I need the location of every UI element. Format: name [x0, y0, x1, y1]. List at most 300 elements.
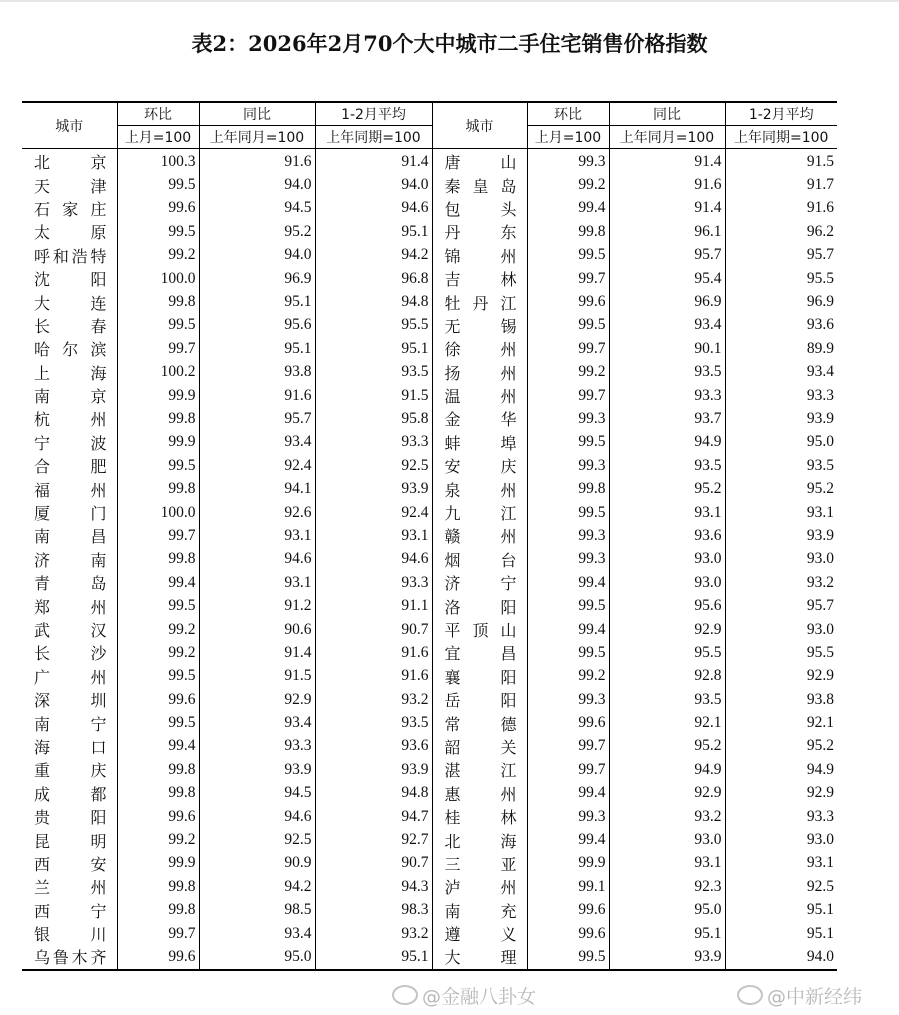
yoy-value: 93.9 [609, 945, 725, 969]
avg-value: 92.5 [806, 877, 834, 895]
mom-value: 99.5 [527, 945, 609, 969]
yoy-value: 93.4 [199, 711, 315, 734]
mom-value: 99.8 [117, 290, 199, 313]
city-name: 太原 [22, 220, 117, 243]
col-subheader-avg: 上年同期=100 [725, 126, 837, 149]
yoy-value: 93.5 [609, 688, 725, 711]
avg-value: 94.2 [315, 244, 432, 267]
avg-value: 94.9 [806, 760, 834, 778]
mom-value: 99.2 [117, 828, 199, 851]
yoy-value: 93.3 [609, 384, 725, 407]
city-name: 大连 [22, 290, 117, 313]
city-name: 桂林 [432, 805, 527, 828]
table-row [22, 290, 837, 313]
header-row-2 [22, 126, 837, 149]
mom-value: 99.2 [117, 618, 199, 641]
avg-value: 93.6 [806, 316, 834, 334]
avg-value: 95.5 [806, 643, 834, 661]
mom-value: 99.6 [117, 805, 199, 828]
yoy-value: 94.5 [199, 197, 315, 220]
col-header-yoy: 同比 [609, 102, 725, 126]
avg-value: 95.1 [315, 220, 432, 243]
table-row [22, 641, 837, 664]
table-row [22, 594, 837, 617]
yoy-value: 93.1 [199, 571, 315, 594]
yoy-value: 93.1 [199, 524, 315, 547]
table-row [22, 337, 837, 360]
yoy-value: 95.0 [199, 945, 315, 969]
yoy-value: 94.0 [199, 173, 315, 196]
avg-value: 96.2 [806, 222, 834, 240]
mom-value: 99.7 [117, 337, 199, 360]
city-name: 温州 [432, 384, 527, 407]
city-name: 福州 [22, 477, 117, 500]
avg-value: 95.5 [806, 269, 834, 287]
yoy-value: 93.0 [609, 548, 725, 571]
mom-value: 99.7 [117, 524, 199, 547]
avg-value: 93.2 [315, 922, 432, 945]
city-name: 牡丹江 [432, 290, 527, 313]
city-name: 泸州 [432, 875, 527, 898]
avg-value: 93.6 [315, 735, 432, 758]
avg-value: 95.8 [315, 407, 432, 430]
watermark-1: @金融八卦女 [392, 982, 536, 1009]
city-name: 南昌 [22, 524, 117, 547]
city-name: 青岛 [22, 571, 117, 594]
yoy-value: 95.2 [609, 735, 725, 758]
mom-value: 99.5 [527, 431, 609, 454]
avg-value: 90.7 [315, 852, 432, 875]
city-name: 惠州 [432, 782, 527, 805]
mom-value: 99.7 [527, 758, 609, 781]
col-subheader-mom: 上月=100 [117, 126, 199, 149]
avg-value: 95.7 [806, 597, 834, 615]
yoy-value: 93.5 [609, 361, 725, 384]
city-name: 合肥 [22, 454, 117, 477]
table-row [22, 899, 837, 922]
table-row [22, 407, 837, 430]
mom-value: 99.2 [527, 173, 609, 196]
city-name: 广州 [22, 665, 117, 688]
avg-value: 94.3 [315, 875, 432, 898]
table-row [22, 267, 837, 290]
city-name: 海口 [22, 735, 117, 758]
city-name: 天津 [22, 173, 117, 196]
city-name: 贵阳 [22, 805, 117, 828]
city-name: 郑州 [22, 594, 117, 617]
city-name: 三亚 [432, 852, 527, 875]
avg-value: 98.3 [315, 899, 432, 922]
yoy-value: 93.4 [199, 922, 315, 945]
col-header-city: 城市 [432, 102, 527, 149]
mom-value: 99.8 [117, 899, 199, 922]
avg-value: 91.4 [315, 149, 432, 174]
city-name: 大理 [432, 945, 527, 969]
page-title: 表2：2026年2月70个大中城市二手住宅销售价格指数 [191, 31, 708, 56]
yoy-value: 92.4 [199, 454, 315, 477]
mom-value: 99.5 [117, 665, 199, 688]
yoy-value: 95.2 [199, 220, 315, 243]
city-name: 南宁 [22, 711, 117, 734]
table-row [22, 173, 837, 196]
yoy-value: 98.5 [199, 899, 315, 922]
yoy-value: 92.8 [609, 665, 725, 688]
table-row [22, 149, 837, 174]
mom-value: 99.6 [527, 922, 609, 945]
mom-value: 99.8 [117, 407, 199, 430]
yoy-value: 95.7 [199, 407, 315, 430]
col-subheader-yoy: 上年同月=100 [199, 126, 315, 149]
mom-value: 99.5 [527, 501, 609, 524]
col-header-city: 城市 [22, 102, 117, 149]
city-name: 泉州 [432, 477, 527, 500]
mom-value: 99.5 [117, 711, 199, 734]
avg-value: 92.9 [806, 784, 834, 802]
yoy-value: 93.4 [609, 314, 725, 337]
yoy-value: 93.1 [609, 501, 725, 524]
mom-value: 99.4 [527, 571, 609, 594]
city-name: 济南 [22, 548, 117, 571]
table-row [22, 524, 837, 547]
avg-value: 90.7 [315, 618, 432, 641]
city-name: 锦州 [432, 244, 527, 267]
city-name: 徐州 [432, 337, 527, 360]
yoy-value: 93.4 [199, 431, 315, 454]
city-name: 平顶山 [432, 618, 527, 641]
mom-value: 99.8 [117, 875, 199, 898]
avg-value: 93.9 [315, 477, 432, 500]
yoy-value: 93.3 [199, 735, 315, 758]
mom-value: 99.2 [117, 244, 199, 267]
avg-value: 94.0 [315, 173, 432, 196]
mom-value: 100.2 [117, 361, 199, 384]
yoy-value: 90.9 [199, 852, 315, 875]
city-name: 呼和浩特 [22, 244, 117, 267]
mom-value: 99.3 [527, 454, 609, 477]
mom-value: 99.5 [527, 641, 609, 664]
city-name: 襄阳 [432, 665, 527, 688]
avg-value: 95.1 [315, 337, 432, 360]
mom-value: 99.8 [117, 477, 199, 500]
avg-value: 94.6 [315, 197, 432, 220]
yoy-value: 95.2 [609, 477, 725, 500]
yoy-value: 91.6 [199, 384, 315, 407]
mom-value: 99.7 [117, 922, 199, 945]
table-row [22, 244, 837, 267]
yoy-value: 92.9 [199, 688, 315, 711]
yoy-value: 93.0 [609, 828, 725, 851]
table-row [22, 361, 837, 384]
table-row [22, 501, 837, 524]
city-name: 包头 [432, 197, 527, 220]
mom-value: 99.7 [527, 735, 609, 758]
mom-value: 100.0 [117, 267, 199, 290]
avg-value: 92.1 [806, 714, 834, 732]
top-divider [0, 0, 899, 2]
mom-value: 99.5 [117, 220, 199, 243]
yoy-value: 95.4 [609, 267, 725, 290]
city-name: 西安 [22, 852, 117, 875]
city-name: 深圳 [22, 688, 117, 711]
avg-value: 95.0 [806, 433, 834, 451]
mom-value: 99.3 [527, 524, 609, 547]
table-row [22, 618, 837, 641]
city-name: 西宁 [22, 899, 117, 922]
mom-value: 99.3 [527, 548, 609, 571]
city-name: 唐山 [432, 149, 527, 174]
mom-value: 99.6 [527, 290, 609, 313]
yoy-value: 92.9 [609, 618, 725, 641]
avg-value: 89.9 [806, 339, 834, 357]
yoy-value: 94.6 [199, 548, 315, 571]
city-name: 洛阳 [432, 594, 527, 617]
yoy-value: 91.4 [609, 197, 725, 220]
avg-value: 93.5 [315, 361, 432, 384]
city-name: 宜昌 [432, 641, 527, 664]
avg-value: 96.8 [315, 267, 432, 290]
city-name: 南充 [432, 899, 527, 922]
yoy-value: 93.8 [199, 361, 315, 384]
mom-value: 100.0 [117, 501, 199, 524]
yoy-value: 96.1 [609, 220, 725, 243]
col-header-mom: 环比 [527, 102, 609, 126]
city-name: 石家庄 [22, 197, 117, 220]
avg-value: 93.4 [806, 363, 834, 381]
col-header-avg: 1-2月平均 [725, 102, 837, 126]
col-header-avg: 1-2月平均 [315, 102, 432, 126]
table-row [22, 548, 837, 571]
city-name: 武汉 [22, 618, 117, 641]
mom-value: 99.7 [527, 337, 609, 360]
yoy-value: 95.6 [199, 314, 315, 337]
mom-value: 100.3 [117, 149, 199, 174]
city-name: 银川 [22, 922, 117, 945]
yoy-value: 95.1 [609, 922, 725, 945]
mom-value: 99.1 [527, 875, 609, 898]
price-index-table [22, 101, 837, 971]
city-name: 湛江 [432, 758, 527, 781]
avg-value: 93.5 [315, 711, 432, 734]
yoy-value: 93.5 [609, 454, 725, 477]
city-name: 南京 [22, 384, 117, 407]
city-name: 济宁 [432, 571, 527, 594]
city-name: 常德 [432, 711, 527, 734]
table-row [22, 875, 837, 898]
mom-value: 99.9 [117, 384, 199, 407]
yoy-value: 92.9 [609, 782, 725, 805]
city-name: 北海 [432, 828, 527, 851]
avg-value: 92.4 [315, 501, 432, 524]
city-name: 重庆 [22, 758, 117, 781]
city-name: 北京 [22, 149, 117, 174]
mom-value: 99.4 [527, 782, 609, 805]
mom-value: 99.3 [527, 149, 609, 174]
yoy-value: 91.4 [199, 641, 315, 664]
mom-value: 99.8 [117, 548, 199, 571]
city-name: 扬州 [432, 361, 527, 384]
avg-value: 91.6 [806, 199, 834, 217]
table-row [22, 384, 837, 407]
mom-value: 99.4 [527, 828, 609, 851]
mom-value: 99.8 [117, 758, 199, 781]
mom-value: 99.9 [117, 852, 199, 875]
avg-value: 93.9 [806, 526, 834, 544]
mom-value: 99.2 [527, 665, 609, 688]
mom-value: 99.3 [527, 805, 609, 828]
mom-value: 99.6 [117, 945, 199, 969]
city-name: 长春 [22, 314, 117, 337]
mom-value: 99.5 [117, 594, 199, 617]
avg-value: 93.3 [315, 431, 432, 454]
table-row [22, 688, 837, 711]
avg-value: 93.2 [315, 688, 432, 711]
mom-value: 99.2 [527, 361, 609, 384]
avg-value: 93.1 [806, 503, 834, 521]
avg-value: 91.7 [806, 176, 834, 194]
avg-value: 95.1 [315, 945, 432, 969]
avg-value: 93.3 [806, 807, 834, 825]
city-name: 上海 [22, 361, 117, 384]
table-row [22, 197, 837, 220]
mom-value: 99.5 [117, 173, 199, 196]
city-name: 烟台 [432, 548, 527, 571]
yoy-value: 92.6 [199, 501, 315, 524]
table-row [22, 922, 837, 945]
mom-value: 99.9 [117, 431, 199, 454]
avg-value: 92.9 [806, 667, 834, 685]
table-row [22, 454, 837, 477]
avg-value: 93.1 [806, 854, 834, 872]
mom-value: 99.4 [117, 571, 199, 594]
avg-value: 93.9 [806, 409, 834, 427]
city-name: 秦皇岛 [432, 173, 527, 196]
avg-value: 93.5 [806, 456, 834, 474]
city-name: 安庆 [432, 454, 527, 477]
yoy-value: 94.9 [609, 431, 725, 454]
mom-value: 99.6 [117, 688, 199, 711]
city-name: 兰州 [22, 875, 117, 898]
avg-value: 93.3 [315, 571, 432, 594]
yoy-value: 92.5 [199, 828, 315, 851]
mom-value: 99.6 [117, 197, 199, 220]
table-row [22, 852, 837, 875]
yoy-value: 95.1 [199, 290, 315, 313]
avg-value: 93.0 [806, 620, 834, 638]
yoy-value: 94.2 [199, 875, 315, 898]
table-row [22, 431, 837, 454]
city-name: 吉林 [432, 267, 527, 290]
yoy-value: 94.1 [199, 477, 315, 500]
avg-value: 93.8 [806, 690, 834, 708]
yoy-value: 95.0 [609, 899, 725, 922]
table-row [22, 711, 837, 734]
city-name: 九江 [432, 501, 527, 524]
avg-value: 93.0 [806, 831, 834, 849]
city-name: 成都 [22, 782, 117, 805]
city-name: 无锡 [432, 314, 527, 337]
mom-value: 99.4 [527, 618, 609, 641]
city-name: 蚌埠 [432, 431, 527, 454]
city-name: 金华 [432, 407, 527, 430]
city-name: 昆明 [22, 828, 117, 851]
avg-value: 91.1 [315, 594, 432, 617]
mom-value: 99.5 [117, 454, 199, 477]
mom-value: 99.5 [527, 314, 609, 337]
mom-value: 99.6 [527, 899, 609, 922]
col-header-yoy: 同比 [199, 102, 315, 126]
weibo-icon [737, 985, 763, 1005]
avg-value: 93.1 [315, 524, 432, 547]
yoy-value: 95.6 [609, 594, 725, 617]
mom-value: 99.8 [527, 477, 609, 500]
avg-value: 95.2 [806, 480, 834, 498]
table-row [22, 945, 837, 969]
yoy-value: 91.2 [199, 594, 315, 617]
mom-value: 99.8 [527, 220, 609, 243]
avg-value: 93.9 [315, 758, 432, 781]
avg-value: 94.8 [315, 290, 432, 313]
table-row [22, 758, 837, 781]
city-name: 乌鲁木齐 [22, 945, 117, 969]
table-row [22, 805, 837, 828]
weibo-icon [392, 985, 418, 1005]
yoy-value: 93.1 [609, 852, 725, 875]
avg-value: 95.5 [315, 314, 432, 337]
yoy-value: 94.5 [199, 782, 315, 805]
avg-value: 91.6 [315, 641, 432, 664]
avg-value: 92.7 [315, 828, 432, 851]
city-name: 哈尔滨 [22, 337, 117, 360]
yoy-value: 93.2 [609, 805, 725, 828]
city-name: 丹东 [432, 220, 527, 243]
yoy-value: 93.6 [609, 524, 725, 547]
yoy-value: 90.6 [199, 618, 315, 641]
table-row [22, 782, 837, 805]
mom-value: 99.5 [527, 244, 609, 267]
yoy-value: 91.4 [609, 149, 725, 174]
col-subheader-avg: 上年同期=100 [315, 126, 432, 149]
yoy-value: 96.9 [199, 267, 315, 290]
mom-value: 99.9 [527, 852, 609, 875]
header-row-1 [22, 102, 837, 126]
yoy-value: 92.3 [609, 875, 725, 898]
table-row [22, 220, 837, 243]
yoy-value: 94.0 [199, 244, 315, 267]
avg-value: 93.3 [806, 386, 834, 404]
table-row [22, 314, 837, 337]
yoy-value: 91.6 [609, 173, 725, 196]
city-name: 韶关 [432, 735, 527, 758]
mom-value: 99.5 [527, 594, 609, 617]
city-name: 厦门 [22, 501, 117, 524]
yoy-value: 94.9 [609, 758, 725, 781]
col-subheader-mom: 上月=100 [527, 126, 609, 149]
avg-value: 91.6 [315, 665, 432, 688]
avg-value: 95.1 [806, 901, 834, 919]
avg-value: 95.7 [806, 246, 834, 264]
table-row [22, 735, 837, 758]
yoy-value: 96.9 [609, 290, 725, 313]
mom-value: 99.4 [527, 197, 609, 220]
table-row [22, 571, 837, 594]
avg-value: 94.7 [315, 805, 432, 828]
avg-value: 91.5 [315, 384, 432, 407]
city-name: 岳阳 [432, 688, 527, 711]
mom-value: 99.3 [527, 407, 609, 430]
table-row [22, 665, 837, 688]
avg-value: 94.8 [315, 782, 432, 805]
yoy-value: 94.6 [199, 805, 315, 828]
